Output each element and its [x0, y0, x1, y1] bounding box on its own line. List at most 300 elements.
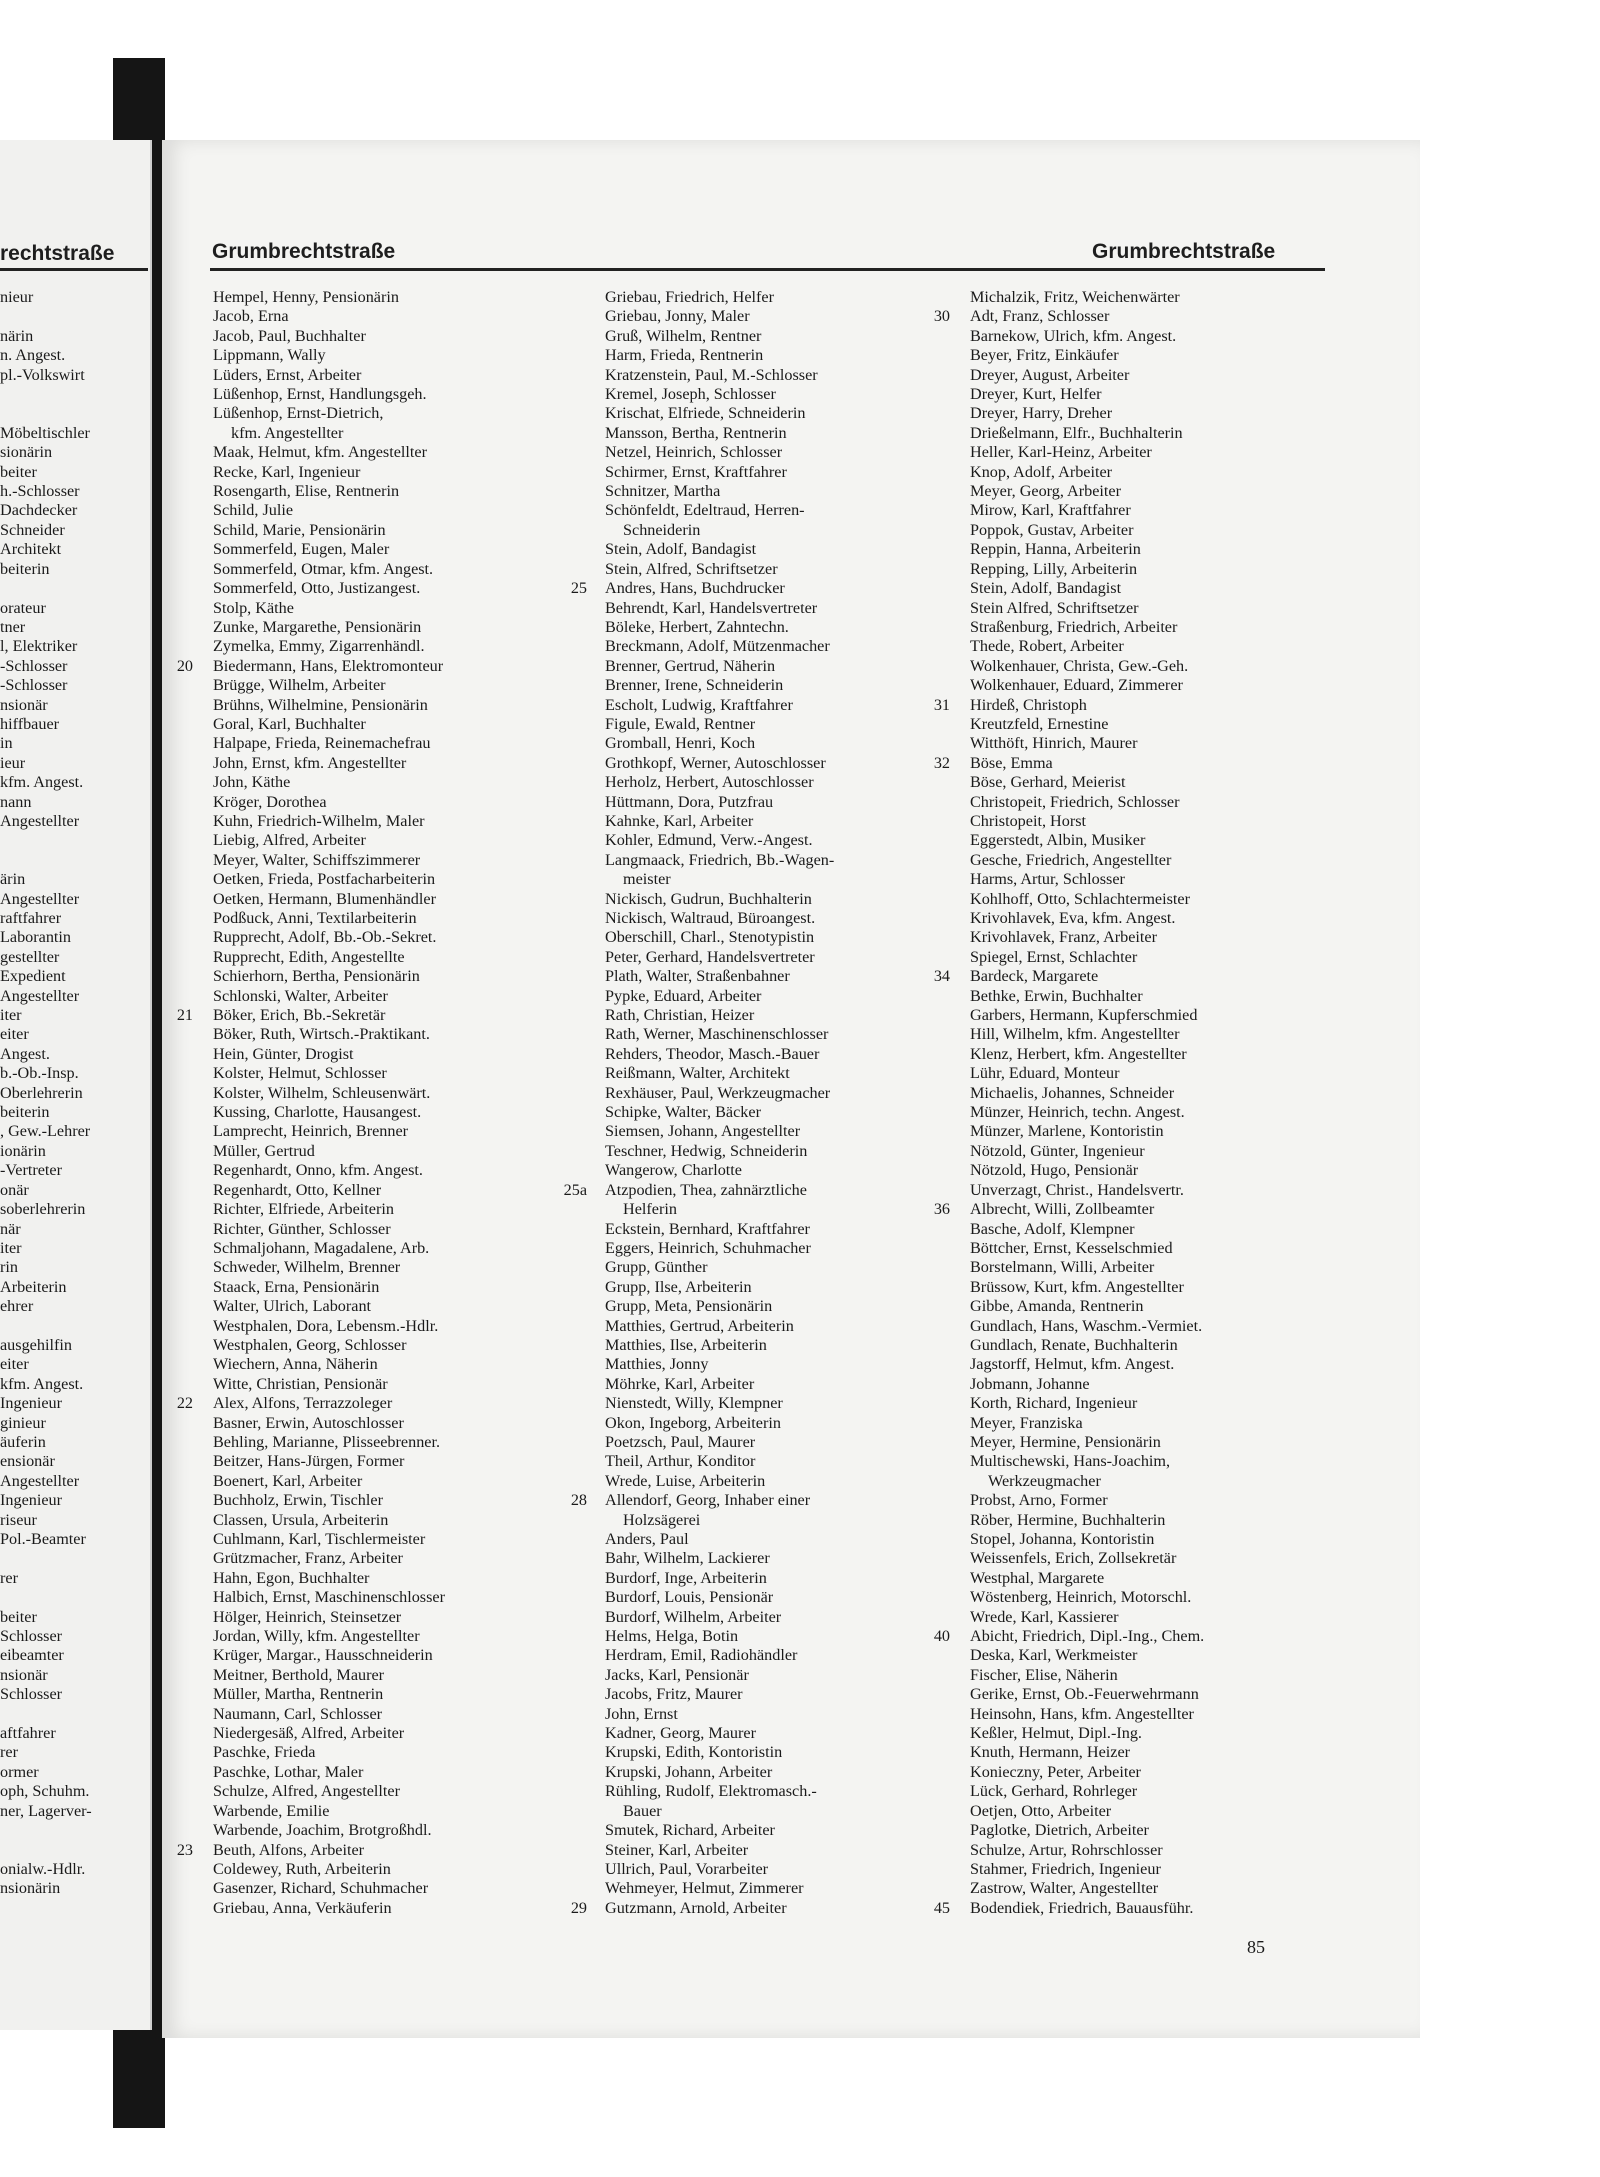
- resident-text: Grupp, Ilse, Arbeiterin: [605, 1277, 752, 1296]
- left-page-line: äuferin: [0, 1432, 46, 1451]
- resident-text: Helferin: [623, 1200, 677, 1219]
- resident-text: Alex, Alfons, Terrazzoleger: [213, 1394, 393, 1413]
- resident-text: Probst, Arno, Former: [970, 1491, 1108, 1510]
- resident-entry: [970, 1103, 1204, 1122]
- left-page-header: rechtstraße: [0, 242, 115, 265]
- resident-entry: [970, 1608, 1204, 1627]
- resident-entry: [605, 1355, 834, 1374]
- left-page-line: sionärin: [0, 443, 53, 462]
- resident-entry: [605, 1511, 834, 1530]
- left-page-line: Architekt: [0, 540, 62, 559]
- resident-entry: [213, 385, 445, 404]
- resident-entry: [970, 1802, 1204, 1821]
- resident-entry: [213, 560, 445, 579]
- resident-entry: [605, 637, 834, 656]
- resident-entry: [213, 676, 445, 695]
- resident-entry: [605, 1646, 834, 1665]
- left-page-line: raftfahrer: [0, 909, 62, 927]
- resident-entry: [605, 501, 834, 520]
- resident-entry: [970, 1472, 1204, 1491]
- resident-text: Kadner, Georg, Maurer: [605, 1724, 756, 1743]
- left-page-line: kfm. Angest.: [0, 1374, 84, 1393]
- resident-text: Zastrow, Walter, Angestellter: [970, 1879, 1159, 1898]
- resident-text: Escholt, Ludwig, Kraftfahrer: [605, 695, 793, 714]
- resident-text: Westphalen, Georg, Schlosser: [213, 1335, 407, 1354]
- resident-entry: [213, 327, 445, 346]
- resident-entry: [213, 404, 445, 423]
- left-page-line: , Gew.-Lehrer: [0, 1122, 91, 1141]
- resident-entry: [605, 657, 834, 676]
- resident-entry: [213, 501, 445, 520]
- resident-entry: [605, 715, 834, 734]
- resident-text: Barnekow, Ulrich, kfm. Angest.: [970, 326, 1177, 345]
- left-page-line: -Schlosser: [0, 656, 68, 675]
- resident-text: Rupprecht, Edith, Angestellte: [213, 947, 405, 966]
- resident-entry: [970, 1588, 1204, 1607]
- resident-entry: [970, 1549, 1204, 1568]
- resident-entry: [970, 1821, 1204, 1840]
- resident-entry: [605, 831, 834, 850]
- resident-entry: [213, 1220, 445, 1239]
- left-page-line: [0, 1705, 150, 1724]
- resident-text: Basner, Erwin, Autoschlosser: [213, 1413, 404, 1432]
- resident-entry: [970, 1705, 1204, 1724]
- resident-text: Peter, Gerhard, Handelsvertreter: [605, 947, 815, 966]
- resident-text: Basche, Adolf, Klempner: [970, 1219, 1135, 1238]
- left-page-line: h.-Schlosser: [0, 482, 80, 501]
- resident-text: Richter, Elfriede, Arbeiterin: [213, 1200, 394, 1219]
- resident-entry: [605, 928, 834, 947]
- resident-entry: [605, 1608, 834, 1627]
- resident-text: Wrede, Luise, Arbeiterin: [605, 1471, 766, 1490]
- resident-text: Westphal, Margarete: [970, 1568, 1105, 1587]
- resident-text: Michaelis, Johannes, Schneider: [970, 1083, 1175, 1102]
- resident-text: Burdorf, Wilhelm, Arbeiter: [605, 1607, 782, 1626]
- header-street-right: Grumbrechtstraße: [1092, 240, 1276, 263]
- resident-entry: [970, 579, 1204, 598]
- resident-text: Beuth, Alfons, Arbeiter: [213, 1840, 365, 1859]
- resident-entry: [605, 1530, 834, 1549]
- resident-entry: [213, 1608, 445, 1627]
- resident-text: Warbende, Emilie: [213, 1801, 330, 1820]
- left-page-line: rer: [0, 1568, 18, 1587]
- resident-text: Eggers, Heinrich, Schuhmacher: [605, 1238, 811, 1257]
- resident-text: Bethke, Erwin, Buchhalter: [970, 986, 1143, 1005]
- resident-entry: [605, 1705, 834, 1724]
- resident-entry: [605, 1161, 834, 1180]
- left-page-line: Pol.-Beamter: [0, 1530, 86, 1548]
- resident-entry: [213, 812, 445, 831]
- resident-text: Stolp, Käthe: [213, 598, 294, 617]
- left-page-line: [0, 1549, 150, 1568]
- resident-text: Paglotke, Dietrich, Arbeiter: [970, 1821, 1149, 1840]
- resident-text: Böttcher, Ernst, Kesselschmied: [970, 1238, 1173, 1257]
- resident-entry: [970, 1336, 1204, 1355]
- resident-text: Zymelka, Emmy, Zigarrenhändl.: [213, 637, 425, 656]
- resident-entry: [970, 599, 1204, 618]
- resident-entry: [605, 948, 834, 967]
- resident-entry: [213, 1666, 445, 1685]
- resident-text: Korth, Richard, Ingenieur: [970, 1394, 1138, 1413]
- resident-text: Oberschill, Charl., Stenotypistin: [605, 928, 815, 947]
- resident-text: Thede, Robert, Arbeiter: [970, 637, 1124, 656]
- resident-entry: [213, 928, 445, 947]
- resident-text: Coldewey, Ruth, Arbeiterin: [213, 1859, 391, 1878]
- resident-entry: [970, 637, 1204, 656]
- resident-text: Hölger, Heinrich, Steinsetzer: [213, 1607, 402, 1626]
- left-page-line: Schlosser: [0, 1627, 63, 1646]
- resident-entry: [970, 1763, 1204, 1782]
- resident-entry: [970, 987, 1204, 1006]
- left-page-line: ieur: [0, 753, 26, 772]
- resident-entry: [970, 521, 1204, 540]
- resident-text: Staack, Erna, Pensionärin: [213, 1277, 380, 1296]
- resident-text: Matthies, Ilse, Arbeiterin: [605, 1335, 767, 1354]
- resident-entry: [213, 1646, 445, 1665]
- resident-text: Gundlach, Hans, Waschm.-Vermiet.: [970, 1316, 1203, 1335]
- resident-entry: [213, 1084, 445, 1103]
- resident-entry: [570, 1491, 834, 1510]
- resident-entry: [605, 1394, 834, 1413]
- resident-entry: [605, 1045, 834, 1064]
- resident-text: Oetken, Frieda, Postfacharbeiterin: [213, 870, 436, 889]
- resident-entry: [970, 1452, 1204, 1471]
- resident-entry: [213, 1685, 445, 1704]
- resident-text: Krivohlavek, Eva, kfm. Angest.: [970, 909, 1176, 927]
- resident-text: Rehders, Theodor, Masch.-Bauer: [605, 1044, 820, 1063]
- resident-text: Schulze, Alfred, Angestellter: [213, 1782, 401, 1801]
- resident-text: Poetzsch, Paul, Maurer: [605, 1432, 756, 1451]
- resident-entry: [213, 540, 445, 559]
- resident-text: Bauer: [623, 1801, 662, 1820]
- house-number: 30: [933, 307, 950, 326]
- resident-text: Plath, Walter, Straßenbahner: [605, 967, 790, 986]
- resident-entry: [970, 1394, 1204, 1413]
- resident-text: Dreyer, Harry, Dreher: [970, 404, 1113, 423]
- resident-text: meister: [623, 870, 671, 889]
- resident-entry: [176, 1394, 445, 1413]
- resident-entry: [970, 851, 1204, 870]
- resident-text: Eckstein, Bernhard, Kraftfahrer: [605, 1219, 810, 1238]
- resident-entry: [605, 1375, 834, 1394]
- left-page-line: Möbeltischler: [0, 423, 90, 442]
- resident-text: Gutzmann, Arnold, Arbeiter: [605, 1898, 787, 1917]
- resident-entry: [213, 1103, 445, 1122]
- resident-entry: [970, 715, 1204, 734]
- left-page-text: [0, 288, 150, 1899]
- resident-entry: [605, 1802, 834, 1821]
- resident-text: Atzpodien, Thea, zahnärztliche: [605, 1180, 807, 1199]
- resident-entry: [605, 346, 834, 365]
- left-page-line: nsionär: [0, 695, 48, 714]
- resident-text: Regenhardt, Otto, Kellner: [213, 1180, 382, 1199]
- resident-text: Sommerfeld, Eugen, Maler: [213, 540, 390, 559]
- resident-entry: [213, 424, 445, 443]
- resident-entry: [213, 1879, 445, 1898]
- resident-text: John, Ernst: [605, 1704, 678, 1723]
- left-page-line: tner: [0, 617, 26, 636]
- resident-text: Krupski, Edith, Kontoristin: [605, 1743, 783, 1762]
- left-page-line: när: [0, 1219, 21, 1238]
- resident-entry: [605, 1452, 834, 1471]
- resident-entry: [213, 1297, 445, 1316]
- resident-text: Jacobs, Fritz, Maurer: [605, 1685, 743, 1704]
- resident-entry: [970, 1724, 1204, 1743]
- resident-text: Röber, Hermine, Buchhalterin: [970, 1510, 1166, 1529]
- resident-entry: [213, 909, 445, 928]
- resident-text: Kahnke, Karl, Arbeiter: [605, 811, 754, 830]
- resident-text: Christopeit, Friedrich, Schlosser: [970, 792, 1180, 811]
- resident-entry: [605, 1414, 834, 1433]
- left-page-line: iter: [0, 1238, 22, 1257]
- resident-text: Meyer, Walter, Schiffszimmerer: [213, 850, 421, 869]
- house-number: 32: [933, 753, 950, 772]
- resident-text: Wiechern, Anna, Näherin: [213, 1355, 378, 1374]
- resident-entry: [970, 1297, 1204, 1316]
- left-page-line: orateur: [0, 598, 46, 617]
- resident-text: Teschner, Hedwig, Schneiderin: [605, 1141, 808, 1160]
- resident-text: Warbende, Joachim, Brotgroßhdl.: [213, 1821, 432, 1840]
- resident-entry: [605, 1278, 834, 1297]
- resident-text: Hahn, Egon, Buchhalter: [213, 1568, 370, 1587]
- house-number: 22: [176, 1394, 193, 1413]
- resident-text: Nickisch, Waltraud, Büroangest.: [605, 909, 816, 927]
- resident-text: Adt, Franz, Schlosser: [970, 307, 1110, 326]
- resident-entry: [970, 501, 1204, 520]
- left-page-line: [0, 1841, 150, 1860]
- resident-text: Wrede, Karl, Kassierer: [970, 1607, 1119, 1626]
- left-page-line: gestellter: [0, 947, 60, 966]
- left-page-line: Schneider: [0, 520, 65, 539]
- resident-entry: [213, 1899, 445, 1918]
- resident-entry: [605, 1084, 834, 1103]
- resident-text: Behling, Marianne, Plisseebrenner.: [213, 1432, 441, 1451]
- resident-entry: [213, 793, 445, 812]
- resident-text: Halpape, Frieda, Reinemachefrau: [213, 734, 431, 753]
- resident-text: Maak, Helmut, kfm. Angestellter: [213, 443, 427, 462]
- left-page-line: [0, 579, 150, 598]
- resident-entry: [605, 1879, 834, 1898]
- resident-entry: [970, 1569, 1204, 1588]
- resident-entry: [970, 1142, 1204, 1161]
- resident-entry: [970, 1064, 1204, 1083]
- left-page-line: nsionär: [0, 1665, 48, 1684]
- left-page-line: [0, 1588, 150, 1607]
- left-page-line: Arbeiterin: [0, 1277, 67, 1296]
- resident-entry: [970, 812, 1204, 831]
- resident-text: Rexhäuser, Paul, Werkzeugmacher: [605, 1083, 831, 1102]
- resident-entry: [970, 1045, 1204, 1064]
- left-page-line: Laborantin: [0, 928, 72, 947]
- resident-entry: [213, 618, 445, 637]
- resident-text: Gromball, Henri, Koch: [605, 734, 756, 753]
- resident-entry: [605, 540, 834, 559]
- resident-text: Christopeit, Horst: [970, 811, 1087, 830]
- resident-text: Halbich, Ernst, Maschinenschlosser: [213, 1588, 445, 1607]
- resident-entry: [213, 443, 445, 462]
- resident-text: Herholz, Herbert, Autoschlosser: [605, 773, 814, 792]
- resident-entry: [970, 890, 1204, 909]
- resident-text: Biedermann, Hans, Elektromonteur: [213, 656, 444, 675]
- resident-entry: [213, 521, 445, 540]
- resident-entry: [605, 1860, 834, 1879]
- resident-text: Gundlach, Renate, Buchhalterin: [970, 1335, 1178, 1354]
- left-page-line: ehrer: [0, 1297, 34, 1316]
- resident-text: Dreyer, Kurt, Helfer: [970, 385, 1102, 404]
- left-page-line: Angestellter: [0, 986, 80, 1005]
- resident-entry: [970, 1122, 1204, 1141]
- resident-entry: [213, 288, 445, 307]
- resident-text: Kreutzfeld, Ernestine: [970, 714, 1109, 733]
- resident-entry: [605, 1006, 834, 1025]
- left-page-line: ormer: [0, 1762, 39, 1781]
- resident-text: Werkzeugmacher: [988, 1471, 1101, 1490]
- left-page-line: ensionär: [0, 1452, 55, 1471]
- resident-entry: [213, 1025, 445, 1044]
- resident-text: Eggerstedt, Albin, Musiker: [970, 831, 1146, 850]
- header-street-left: Grumbrechtstraße: [212, 240, 396, 263]
- resident-entry: [605, 1336, 834, 1355]
- resident-entry: [213, 1549, 445, 1568]
- left-page-line: nsionärin: [0, 1879, 61, 1898]
- resident-entry: [213, 1317, 445, 1336]
- resident-entry: [605, 1122, 834, 1141]
- resident-text: Schnitzer, Martha: [605, 482, 721, 501]
- column-1: [176, 288, 445, 1918]
- resident-entry: [970, 327, 1204, 346]
- resident-text: Konieczny, Peter, Arbeiter: [970, 1762, 1141, 1781]
- resident-entry: [970, 1239, 1204, 1258]
- left-page-line: Ingenieur: [0, 1491, 63, 1510]
- resident-entry: [213, 987, 445, 1006]
- resident-text: Krischat, Elfriede, Schneiderin: [605, 404, 806, 423]
- resident-text: Hein, Günter, Drogist: [213, 1044, 354, 1063]
- resident-entry: [176, 1006, 445, 1025]
- resident-text: Boenert, Karl, Arbeiter: [213, 1471, 363, 1490]
- resident-text: Holzsägerei: [623, 1510, 701, 1529]
- resident-entry: [605, 1724, 834, 1743]
- resident-text: Reppin, Hanna, Arbeiterin: [970, 540, 1141, 559]
- resident-text: Sommerfeld, Otmar, kfm. Angest.: [213, 559, 434, 578]
- resident-entry: [213, 1705, 445, 1724]
- resident-text: Jacob, Paul, Buchhalter: [213, 326, 366, 345]
- resident-text: Matthies, Gertrud, Arbeiterin: [605, 1316, 794, 1335]
- resident-text: Stein, Alfred, Schriftsetzer: [605, 559, 778, 578]
- resident-entry: [970, 288, 1204, 307]
- resident-entry: [213, 1161, 445, 1180]
- resident-entry: [605, 909, 834, 928]
- left-page-line: onialw.-Hdlr.: [0, 1859, 86, 1878]
- resident-text: Paschke, Frieda: [213, 1743, 316, 1762]
- resident-entry: [933, 1627, 1205, 1646]
- resident-text: Garbers, Hermann, Kupferschmied: [970, 1006, 1198, 1025]
- resident-text: Gerike, Ernst, Ob.-Feuerwehrmann: [970, 1685, 1199, 1704]
- resident-text: Dreyer, August, Arbeiter: [970, 365, 1130, 384]
- resident-entry: [605, 618, 834, 637]
- resident-text: Hill, Wilhelm, kfm. Angestellter: [970, 1025, 1180, 1044]
- resident-text: Krupski, Johann, Arbeiter: [605, 1762, 773, 1781]
- resident-entry: [970, 346, 1204, 365]
- left-page-line: närin: [0, 326, 34, 345]
- resident-entry: [970, 404, 1204, 423]
- resident-entry: [605, 1433, 834, 1452]
- resident-entry: [970, 1782, 1204, 1801]
- resident-text: Weissenfels, Erich, Zollsekretär: [970, 1549, 1177, 1568]
- resident-entry: [970, 1161, 1204, 1180]
- resident-entry: [605, 463, 834, 482]
- resident-text: Wöstenberg, Heinrich, Motorschl.: [970, 1588, 1192, 1607]
- resident-entry: [213, 637, 445, 656]
- resident-entry: [605, 967, 834, 986]
- left-page-line: b.-Ob.-Insp.: [0, 1064, 79, 1083]
- resident-text: Heller, Karl-Heinz, Arbeiter: [970, 443, 1152, 462]
- resident-entry: [213, 1763, 445, 1782]
- resident-entry: [970, 366, 1204, 385]
- resident-entry: [970, 676, 1204, 695]
- resident-text: Schirmer, Ernst, Kraftfahrer: [605, 462, 787, 481]
- resident-entry: [970, 657, 1204, 676]
- resident-entry: [213, 1569, 445, 1588]
- resident-entry: [970, 773, 1204, 792]
- house-number: 25a: [563, 1180, 587, 1199]
- resident-text: Kröger, Dorothea: [213, 792, 327, 811]
- resident-text: Kolster, Wilhelm, Schleusenwärt.: [213, 1083, 431, 1102]
- resident-text: Böleke, Herbert, Zahntechn.: [605, 617, 789, 636]
- resident-text: Gruß, Wilhelm, Rentner: [605, 326, 762, 345]
- resident-entry: [213, 1181, 445, 1200]
- resident-entry: [213, 734, 445, 753]
- resident-entry: [970, 1025, 1204, 1044]
- resident-entry: [213, 1452, 445, 1471]
- resident-entry: [605, 1239, 834, 1258]
- resident-text: Classen, Ursula, Arbeiterin: [213, 1510, 389, 1529]
- resident-text: Niedergesäß, Alfred, Arbeiter: [213, 1724, 405, 1743]
- resident-entry: [213, 1782, 445, 1801]
- resident-text: Figule, Ewald, Rentner: [605, 714, 756, 733]
- resident-text: Griebau, Friedrich, Helfer: [605, 288, 774, 306]
- resident-text: Goral, Karl, Buchhalter: [213, 714, 366, 733]
- left-page-line: ionärin: [0, 1141, 46, 1160]
- resident-text: Schmaljohann, Magadalene, Arb.: [213, 1238, 430, 1257]
- resident-text: Podßuck, Anni, Textilarbeiterin: [213, 909, 417, 927]
- resident-entry: [970, 1355, 1204, 1374]
- resident-text: Keßler, Helmut, Dipl.-Ing.: [970, 1724, 1142, 1743]
- resident-entry: [213, 851, 445, 870]
- left-page-line: nieur: [0, 288, 34, 306]
- resident-text: Wolkenhauer, Eduard, Zimmerer: [970, 676, 1183, 695]
- left-page-line: Expedient: [0, 967, 66, 986]
- resident-text: Witte, Christian, Pensionär: [213, 1374, 388, 1393]
- left-page-line: beiter: [0, 1607, 37, 1626]
- resident-text: Bahr, Wilhelm, Lackierer: [605, 1549, 770, 1568]
- resident-text: Ullrich, Paul, Vorarbeiter: [605, 1859, 769, 1878]
- resident-text: Repping, Lilly, Arbeiterin: [970, 559, 1138, 578]
- resident-text: Meitner, Berthold, Maurer: [213, 1665, 385, 1684]
- resident-text: Lüßenhop, Ernst-Dietrich,: [213, 404, 384, 423]
- resident-entry: [213, 1433, 445, 1452]
- resident-text: Harm, Frieda, Rentnerin: [605, 346, 764, 365]
- resident-text: Richter, Günther, Schlosser: [213, 1219, 391, 1238]
- resident-text: John, Ernst, kfm. Angestellter: [213, 753, 407, 772]
- resident-text: Brenner, Gertrud, Näherin: [605, 656, 776, 675]
- resident-entry: [605, 1258, 834, 1277]
- resident-text: Meyer, Hermine, Pensionärin: [970, 1432, 1161, 1451]
- resident-text: Brühns, Wilhelmine, Pensionärin: [213, 695, 428, 714]
- resident-entry: [213, 1860, 445, 1879]
- left-page-line: Schlosser: [0, 1685, 63, 1704]
- resident-entry: [213, 1414, 445, 1433]
- resident-text: Meyer, Georg, Arbeiter: [970, 482, 1121, 501]
